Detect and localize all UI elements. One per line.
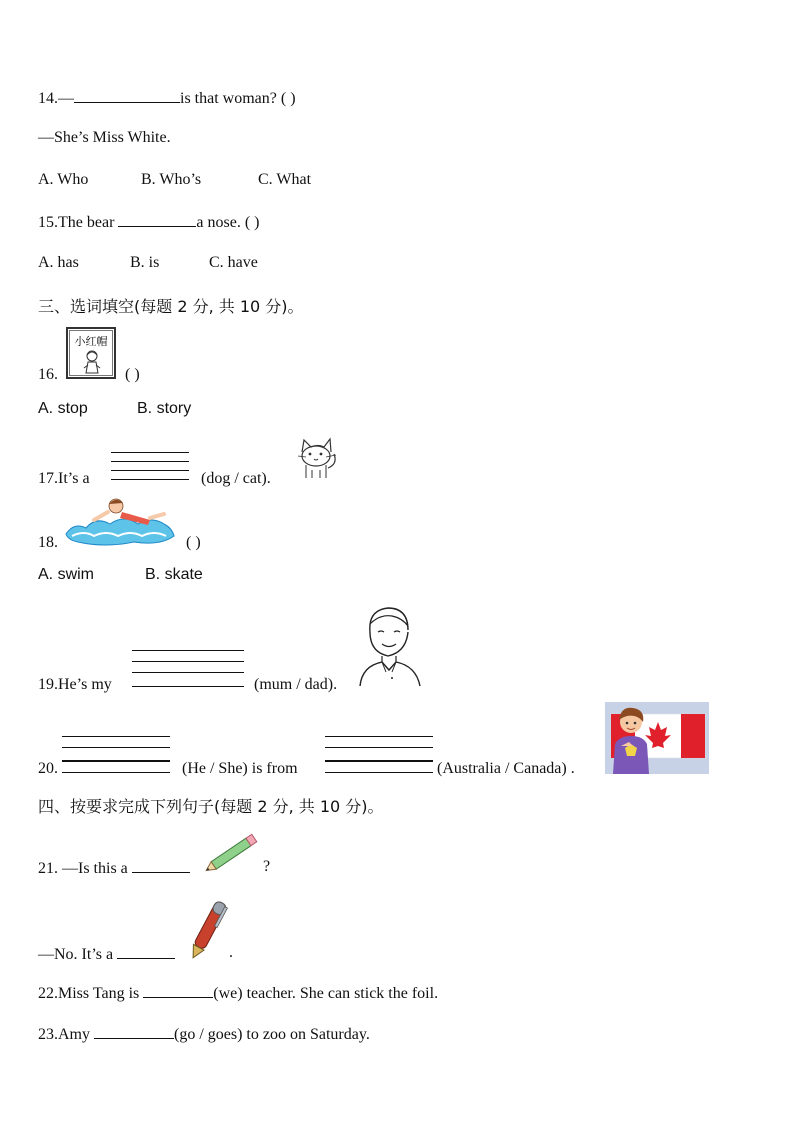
q20-number: 20. <box>38 760 58 777</box>
section4-title: 四、按要求完成下列句子(每题 2 分, 共 10 分)。 <box>38 797 384 816</box>
q14-option-a[interactable]: A. Who <box>38 171 89 188</box>
q20-middle-text: (He / She) is from <box>182 760 298 777</box>
q16-option-b[interactable]: B. story <box>137 400 192 417</box>
q23-blank[interactable] <box>94 1024 174 1039</box>
q20-writing-lines-1[interactable] <box>62 736 172 776</box>
q14-blank[interactable] <box>74 88 180 103</box>
red-hood-icon <box>80 349 104 375</box>
section3-title: 三、选词填空(每题 2 分, 共 10 分)。 <box>38 297 304 316</box>
q19-choices: (mum / dad). <box>254 676 338 693</box>
q14-stem <box>38 88 296 108</box>
q14-answer: —She’s Miss White. <box>38 129 171 146</box>
canada-boy-picture <box>605 702 709 774</box>
q21-blank-2[interactable] <box>117 944 175 959</box>
q22-prefix: 22.Miss Tang is <box>38 985 144 1002</box>
q15-blank[interactable] <box>118 212 196 227</box>
pencil-picture <box>200 830 266 876</box>
q21-question-mark: ? <box>263 858 271 875</box>
q15-option-c[interactable]: C. have <box>209 254 258 271</box>
q14-option-b[interactable]: B. Who’s <box>141 171 202 188</box>
q18-paren[interactable]: ( ) <box>186 534 201 551</box>
q14-prefix: 14.— <box>38 90 74 107</box>
q23-stem <box>38 1024 370 1044</box>
q23-prefix: 23.Amy <box>38 1026 94 1043</box>
q18-number: 18. <box>38 534 58 551</box>
q19-writing-lines[interactable] <box>132 650 246 690</box>
q22-stem <box>38 983 438 1003</box>
q20-writing-lines-2[interactable] <box>325 736 435 776</box>
q18-option-b[interactable]: B. skate <box>145 566 203 583</box>
q15-option-a[interactable]: A. has <box>38 254 79 271</box>
q21-answer-end: . <box>229 944 233 961</box>
q15-option-b[interactable]: B. is <box>130 254 160 271</box>
q15-prefix: 15.The bear <box>38 214 119 231</box>
q16-paren[interactable]: ( ) <box>125 366 140 383</box>
q21-blank-1[interactable] <box>132 858 190 873</box>
q16-number: 16. <box>38 366 58 383</box>
q15-suffix: a nose. ( ) <box>196 214 260 231</box>
swimming-girl-picture <box>64 494 176 548</box>
q21-stem <box>38 858 190 878</box>
q16-option-a[interactable]: A. stop <box>38 400 88 417</box>
q14-suffix: is that woman? ( ) <box>180 90 296 107</box>
q22-suffix: (we) teacher. She can stick the foil. <box>213 985 439 1002</box>
q19-prefix: 19.He’s my <box>38 676 112 693</box>
q21-answer-prefix: —No. It’s a <box>38 946 118 963</box>
q17-prefix: 17.It’s a <box>38 470 90 487</box>
q21-answer <box>38 944 175 964</box>
q22-blank[interactable] <box>143 983 213 998</box>
book-picture <box>66 327 116 379</box>
q15-stem <box>38 212 260 232</box>
q14-option-c[interactable]: C. What <box>258 171 312 188</box>
book-title: 小红帽 <box>74 335 108 348</box>
pen-picture <box>186 894 232 966</box>
q20-choices: (Australia / Canada) . <box>437 760 575 777</box>
q17-choices: (dog / cat). <box>201 470 271 487</box>
q23-suffix: (go / goes) to zoo on Saturday. <box>174 1026 370 1043</box>
dad-picture <box>356 604 424 688</box>
q18-option-a[interactable]: A. swim <box>38 566 94 583</box>
q21-prefix: 21. —Is this a <box>38 860 132 877</box>
q17-writing-lines[interactable] <box>111 452 191 482</box>
cat-picture <box>292 434 340 482</box>
